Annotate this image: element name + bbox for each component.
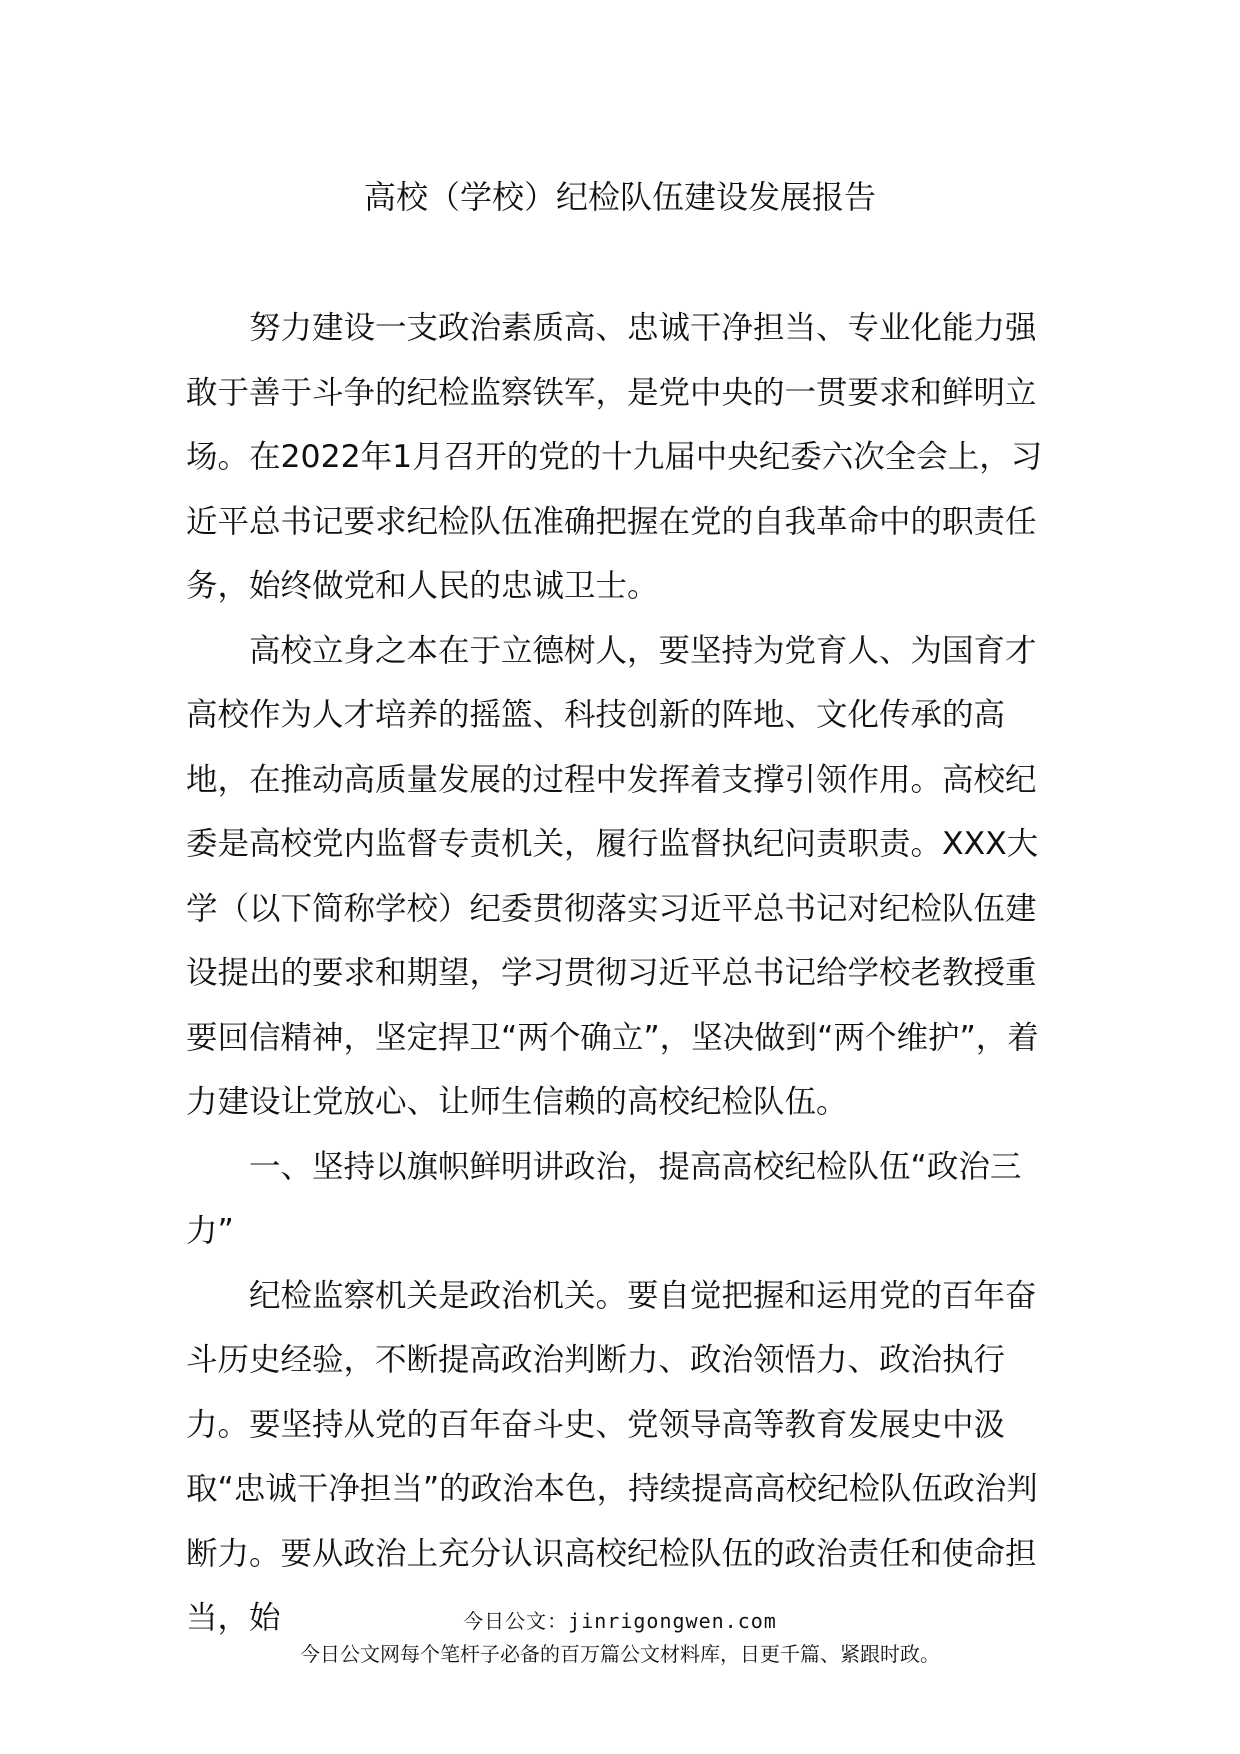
paragraph-2: 高校立身之本在于立德树人，要坚持为党育人、为国育才高校作为人才培养的摇篮、科技创新的阵地、文化传承的高地，在推动高质量发展的过程中发挥着支撑引领作用。高校纪委是高校党内监督专责机关，履行监督执纪问责职责。XXX大学（以下简称学校）纪委贯彻落实习近平总书记对纪检队伍建设提出的要求和期望，学习贯彻习近平总书记给学校老教授重要回信精神，坚定捍卫“两个确立”，坚决做到“两个维护”，着力建设让党放心、让师生信赖的高校纪检队伍。 [186,632,1039,1120]
footer-slogan: 今日公文网每个笔杆子必备的百万篇公文材料库，日更千篇、紧跟时政。 [300,1642,940,1666]
document-body [186,296,1056,1651]
section-heading-1: 一、坚持以旗帜鲜明讲政治，提高高校纪检队伍“政治三力” [186,1148,1022,1249]
footer-site-url[interactable]: jinrigongwen.com [568,1609,777,1633]
document-title: 高校（学校）纪检队伍建设发展报告 [363,178,876,216]
paragraph-1: 努力建设一支政治素质高、忠诚干净担当、专业化能力强敢于善于斗争的纪检监察铁军，是党中央的一贯要求和鲜明立场。在2022年1月召开的党的十九届中央纪委六次全会上，习近平总书记要求纪检队伍准确把握在党的自我革命中的职责任务，始终做党和人民的忠诚卫士。 [186,310,1043,604]
footer-site-line [0,1607,1240,1635]
footer-site-label: 今日公文： [463,1609,569,1633]
paragraph-3: 纪检监察机关是政治机关。要自觉把握和运用党的百年奋斗历史经验，不断提高政治判断力、政治领悟力、政治执行力。要坚持从党的百年奋斗史、党领导高等教育发展史中汲取“忠诚干净担当”的政治本色，持续提高高校纪检队伍政治判断力。要从政治上充分认识高校纪检队伍的政治责任和使命担当，始 [186,1277,1038,1636]
